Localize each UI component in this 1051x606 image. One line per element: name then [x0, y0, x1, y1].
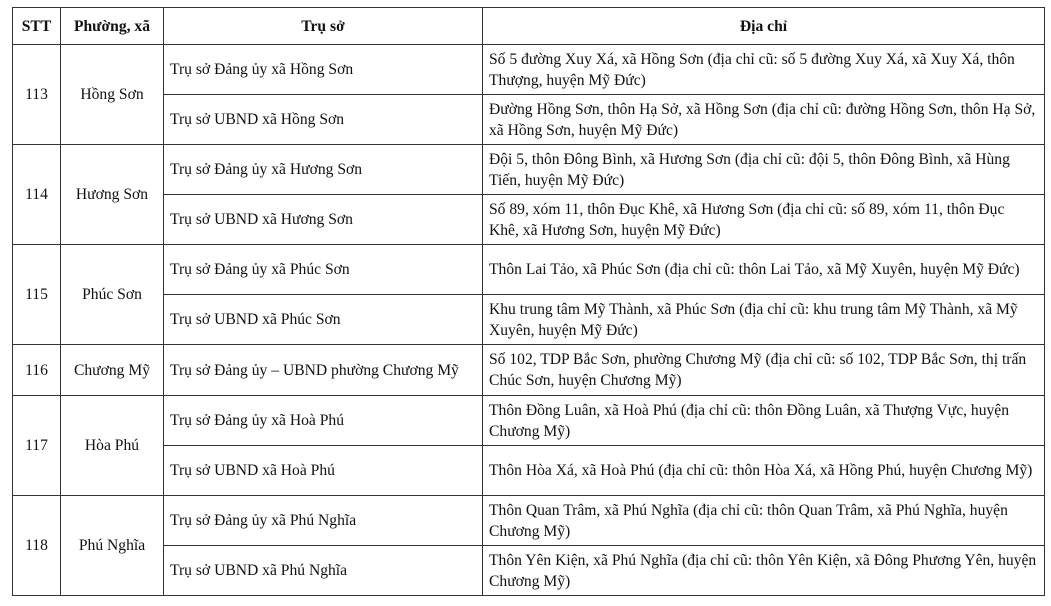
office-cell: Trụ sở Đảng ủy xã Hương Sơn — [164, 145, 483, 195]
office-cell: Trụ sở UBND xã Hồng Sơn — [164, 95, 483, 145]
table-row — [13, 195, 1045, 245]
stt-cell: 116 — [13, 345, 61, 396]
office-cell: Trụ sở Đảng ủy xã Phúc Sơn — [164, 245, 483, 295]
ward-cell: Phúc Sơn — [61, 245, 164, 345]
header-address: Địa chỉ — [483, 8, 1045, 45]
address-cell: Thôn Đồng Luân, xã Hoà Phú (địa chỉ cũ: thôn Đồng Luân, xã Thượng Vực, huyện Chương Mỹ) — [483, 396, 1045, 446]
stt-cell: 115 — [13, 245, 61, 345]
address-cell: Khu trung tâm Mỹ Thành, xã Phúc Sơn (địa chỉ cũ: khu trung tâm Mỹ Thành, xã Mỹ Xuyên, huyện Mỹ Đức) — [483, 295, 1045, 345]
address-cell: Thôn Hòa Xá, xã Hoà Phú (địa chỉ cũ: thôn Hòa Xá, xã Hồng Phú, huyện Chương Mỹ) — [483, 446, 1045, 496]
table-row — [13, 496, 1045, 546]
address-cell: Thôn Lai Tảo, xã Phúc Sơn (địa chỉ cũ: thôn Lai Tảo, xã Mỹ Xuyên, huyện Mỹ Đức) — [483, 245, 1045, 295]
address-cell: Thôn Yên Kiện, xã Phú Nghĩa (địa chỉ cũ: thôn Yên Kiện, xã Đông Phương Yên, huyện Chương Mỹ) — [483, 546, 1045, 596]
office-cell: Trụ sở Đảng ủy xã Hồng Sơn — [164, 45, 483, 95]
table-row — [13, 396, 1045, 446]
ward-cell: Hòa Phú — [61, 396, 164, 496]
address-cell: Số 5 đường Xuy Xá, xã Hồng Sơn (địa chỉ cũ: số 5 đường Xuy Xá, xã Xuy Xá, thôn Thượng, huyện Mỹ Đức) — [483, 45, 1045, 95]
stt-cell: 117 — [13, 396, 61, 496]
table-row — [13, 245, 1045, 295]
office-cell: Trụ sở Đảng ủy xã Hoà Phú — [164, 396, 483, 446]
office-cell: Trụ sở Đảng ủy xã Phú Nghĩa — [164, 496, 483, 546]
table-row — [13, 295, 1045, 345]
stt-cell: 113 — [13, 45, 61, 145]
address-cell: Đường Hồng Sơn, thôn Hạ Sở, xã Hồng Sơn (địa chỉ cũ: đường Hồng Sơn, thôn Hạ Sở, xã Hồng Sơn, huyện Mỹ Đức) — [483, 95, 1045, 145]
office-address-table — [12, 7, 1045, 596]
stt-cell: 118 — [13, 496, 61, 596]
stt-cell: 114 — [13, 145, 61, 245]
table-row — [13, 345, 1045, 396]
header-office: Trụ sở — [164, 8, 483, 45]
address-cell: Thôn Quan Trâm, xã Phú Nghĩa (địa chỉ cũ: thôn Quan Trâm, xã Phú Nghĩa, huyện Chương Mỹ) — [483, 496, 1045, 546]
table-row — [13, 95, 1045, 145]
office-cell: Trụ sở UBND xã Phúc Sơn — [164, 295, 483, 345]
table-row — [13, 446, 1045, 496]
ward-cell: Hương Sơn — [61, 145, 164, 245]
office-cell: Trụ sở Đảng ủy – UBND phường Chương Mỹ — [164, 345, 483, 396]
ward-cell: Chương Mỹ — [61, 345, 164, 396]
table-row — [13, 546, 1045, 596]
ward-cell: Hồng Sơn — [61, 45, 164, 145]
table-header — [13, 8, 1045, 45]
table-row — [13, 45, 1045, 95]
office-cell: Trụ sở UBND xã Hương Sơn — [164, 195, 483, 245]
address-cell: Số 102, TDP Bắc Sơn, phường Chương Mỹ (địa chỉ cũ: số 102, TDP Bắc Sơn, thị trấn Chúc Sơn, huyện Chương Mỹ) — [483, 345, 1045, 396]
office-cell: Trụ sở UBND xã Hoà Phú — [164, 446, 483, 496]
address-cell: Đội 5, thôn Đông Bình, xã Hương Sơn (địa chỉ cũ: đội 5, thôn Đông Bình, xã Hùng Tiến, huyện Mỹ Đức) — [483, 145, 1045, 195]
header-stt: STT — [13, 8, 61, 45]
ward-cell: Phú Nghĩa — [61, 496, 164, 596]
address-cell: Số 89, xóm 11, thôn Đục Khê, xã Hương Sơn (địa chỉ cũ: số 89, xóm 11, thôn Đục Khê, xã Hương Sơn, huyện Mỹ Đức) — [483, 195, 1045, 245]
office-cell: Trụ sở UBND xã Phú Nghĩa — [164, 546, 483, 596]
header-ward: Phường, xã — [61, 8, 164, 45]
table-row — [13, 145, 1045, 195]
